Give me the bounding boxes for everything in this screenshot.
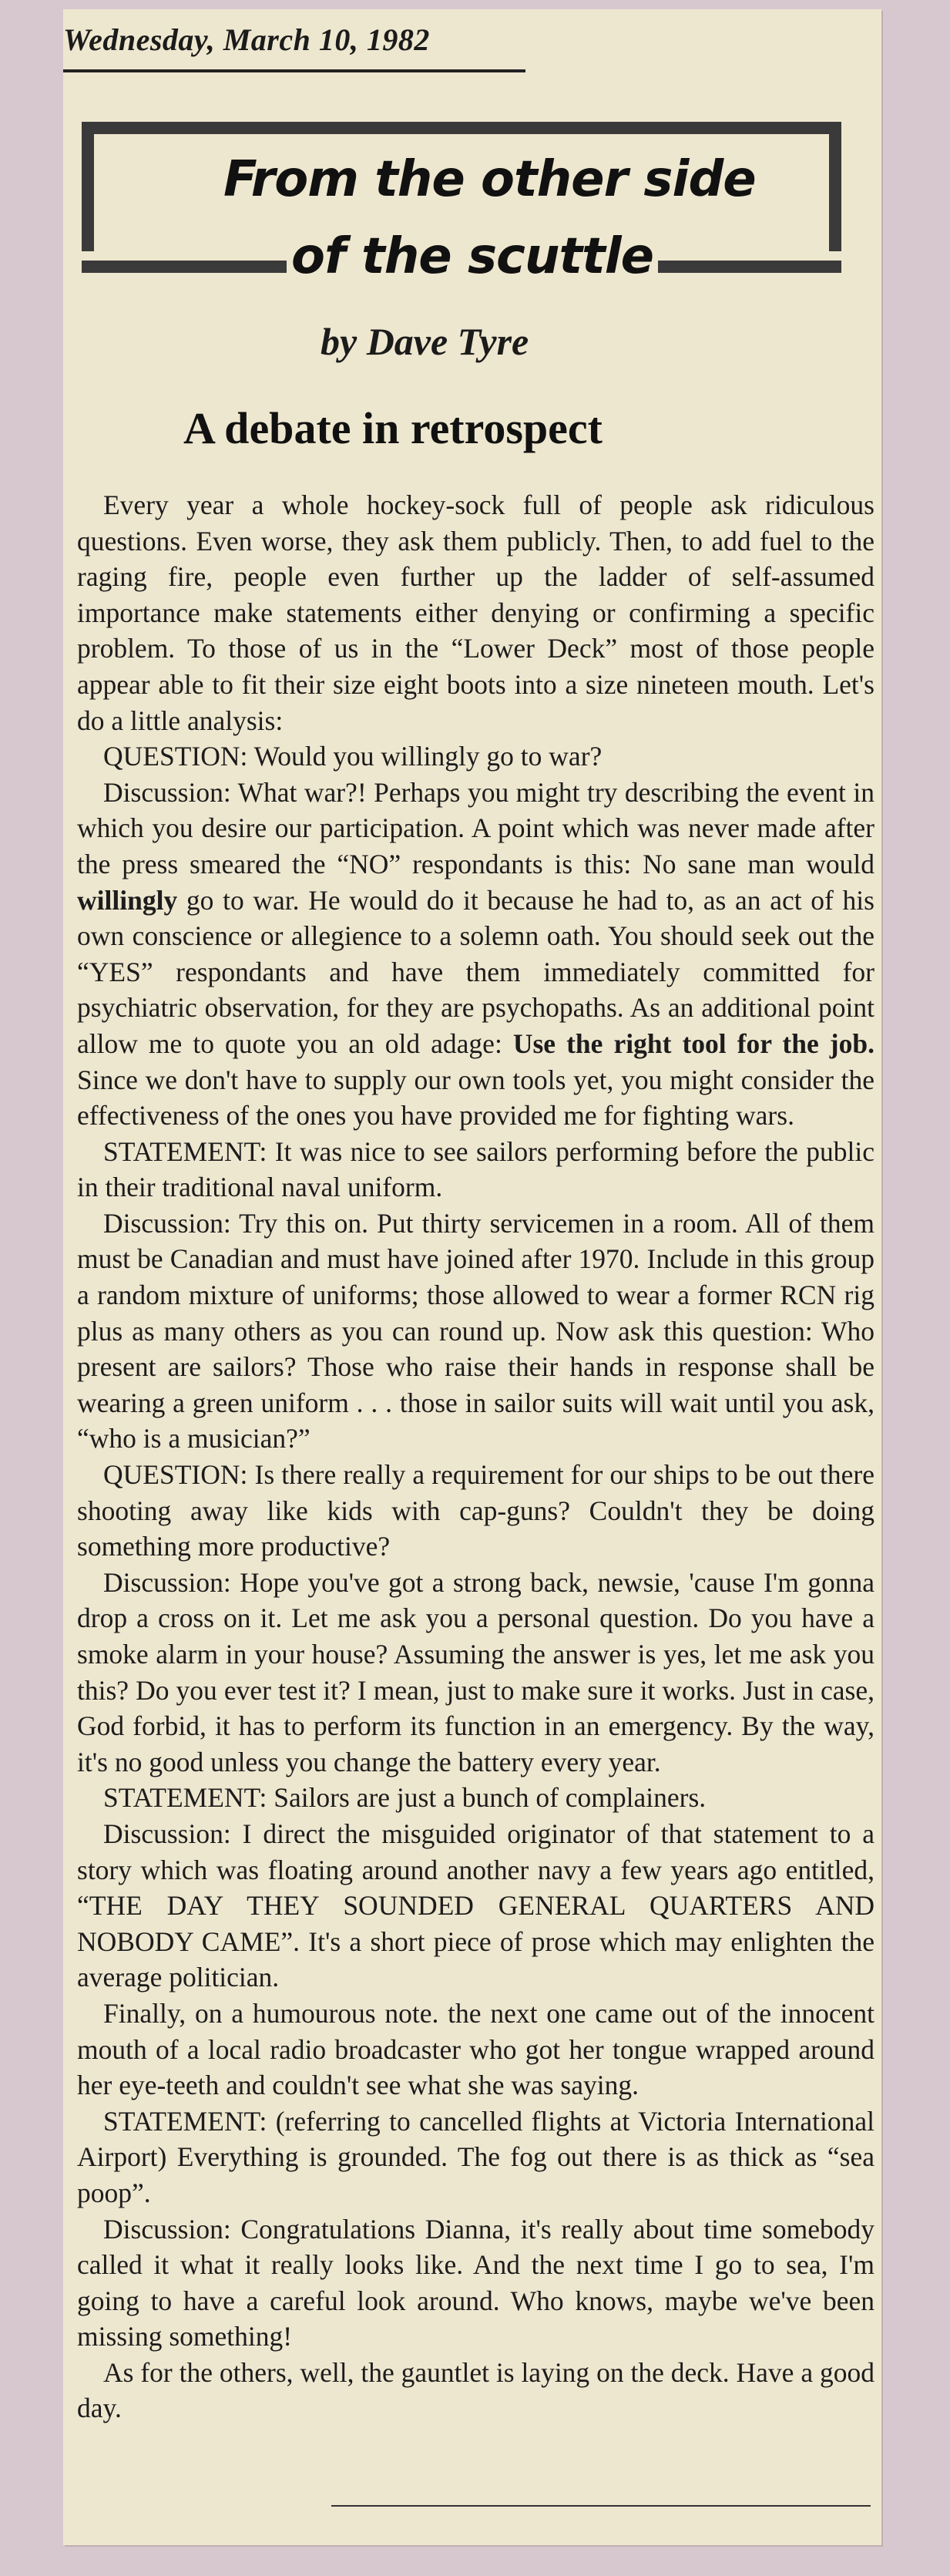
column-title-line2: of the scuttle: [287, 228, 658, 285]
dateline: Wednesday, March 10, 1982: [63, 22, 430, 57]
headline: A debate in retrospect: [183, 403, 603, 453]
article-body: [77, 487, 874, 2426]
paragraph: Discussion: Hope you've got a strong back, newsie, 'cause I'm gonna drop a cross on it. Let me ask you a personal question. Do you have a smoke alarm in your house? Assuming the answer is yes, let me ask you this? Do you ever test it? I mean, just to make sure it works. Just in case, God forbid, it has to perform its function in an emergency. By the way, it's no good unless you change the battery every year.: [77, 1566, 874, 1777]
paragraph: STATEMENT: (referring to cancelled flights at Victoria International Airport) Everything is grounded. The fog out there is as thick as “sea poop”.: [77, 2105, 874, 2208]
paragraph: Discussion: Congratulations Dianna, it's really about time somebody called it what it really looks like. And the next time I go to sea, I'm going to have a careful look around. Who knows, maybe we've been missing something!: [77, 2213, 874, 2352]
paragraph: STATEMENT: It was nice to see sailors performing before the public in their traditional naval uniform.: [77, 1135, 874, 1203]
paragraph: As for the others, well, the gauntlet is laying on the deck. Have a good day.: [77, 2356, 874, 2424]
paragraph: QUESTION: Is there really a requirement for our ships to be out there shooting away like kids with cap-guns? Couldn't they be doing something more productive?: [77, 1459, 874, 1562]
paragraph: Finally, on a humourous note. the next one came out of the innocent mouth of a local radio broadcaster who got her tongue wrapped around her eye-teeth and couldn't see what she was saying.: [77, 1997, 874, 2101]
paragraph: Discussion: What war?! Perhaps you might try describing the event in which you desire our participation. A point which was never made after the press smeared the “NO” respondants is this: No sane man would willingly go to war. He would do it because he had to, as an act of his own conscience or allegience to a solemn oath. You should seek out the “YES” respondants and have them immediately committed for psychiatric observation, for they are psychopaths. As an additional point allow me to quote you an old adage: Use the right tool for the job. Since we don't have to supply our own tools yet, you might consider the effectiveness of the ones you have provided me for fighting wars.: [77, 776, 874, 1132]
paragraph: Discussion: I direct the misguided originator of that statement to a story which was floating around another navy a few years ago entitled, “THE DAY THEY SOUNDED GENERAL QUARTERS AND NOBODY CAME”. It's a short piece of prose which may enlighten the average politician.: [77, 1818, 874, 1993]
banner-bar-left: [82, 261, 290, 273]
paragraph: Discussion: Try this on. Put thirty servicemen in a room. All of them must be Canadian and must have joined after 1970. Include in this group a random mixture of uniforms; those allowed to wear a former RCN rig plus as many others as you can round up. Now ask this question: Who present are sailors? Those who raise their hands in response shall be wearing a green uniform . . . those in sailor suits will wait until you ask, “who is a musician?”: [77, 1207, 874, 1454]
byline: by Dave Tyre: [321, 320, 529, 363]
paragraph: STATEMENT: Sailors are just a bunch of complainers.: [103, 1782, 707, 1814]
paragraph: QUESTION: Would you willingly go to war?: [103, 741, 603, 772]
column-title-line1: From the other side: [223, 151, 756, 208]
end-rule: [331, 2505, 871, 2507]
paragraph: Every year a whole hockey-sock full of people ask ridiculous questions. Even worse, they ask them publicly. Then, to add fuel to the raging fire, people even further up the ladder of self-assumed importance make statements either denying or confirming a specific problem. To those of us in the “Lower Deck” most of those people appear able to fit their size eight boots into a size nineteen mouth. Let's do a little analysis:: [77, 489, 874, 736]
dateline-rule: [63, 69, 525, 72]
bold-word: willingly: [77, 884, 178, 916]
bold-phrase: Use the right tool for the job.: [512, 1027, 874, 1059]
